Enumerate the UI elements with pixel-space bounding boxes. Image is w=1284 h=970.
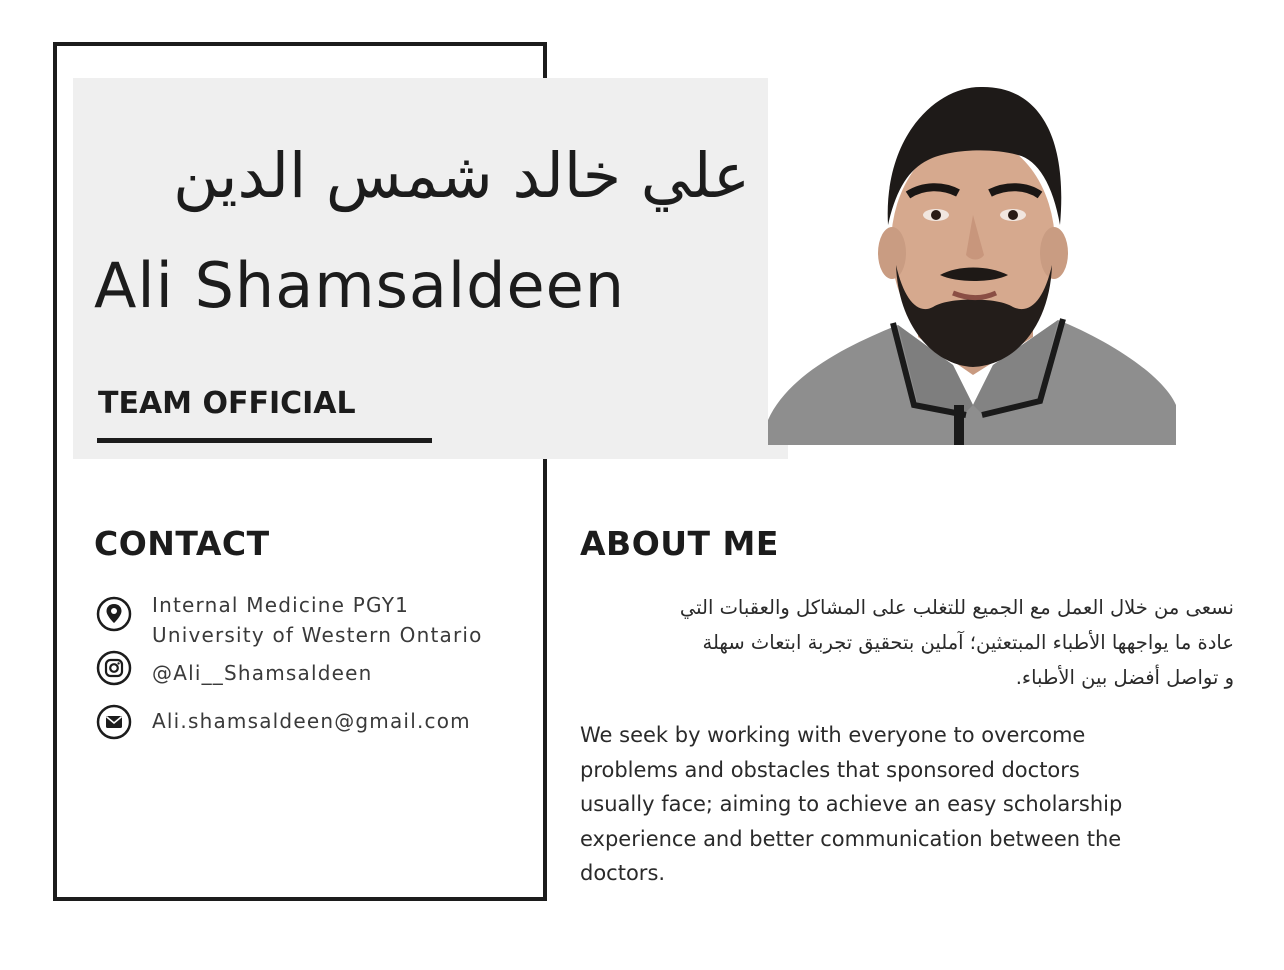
email-address[interactable]: Ali.shamsaldeen@gmail.com — [152, 709, 471, 733]
location-pin-icon — [96, 596, 132, 632]
profile-photo — [768, 75, 1176, 445]
instagram-icon — [96, 650, 132, 686]
about-arabic-line: و تواصل أفضل بين الأطباء. — [1015, 666, 1234, 689]
arabic-name: علي خالد شمس الدين — [173, 139, 750, 212]
about-arabic-line: عادة ما يواجهها الأطباء المبتعثين؛ آملين بتحقيق تجربة ابتعاث سهلة — [702, 631, 1234, 654]
about-arabic-line: نسعى من خلال العمل مع الجميع للتغلب على المشاكل والعقبات التي — [679, 596, 1234, 619]
role-title: TEAM OFFICIAL — [98, 386, 356, 421]
about-arabic-text — [580, 590, 1234, 695]
english-name: Ali Shamsaldeen — [94, 249, 626, 322]
about-english-line: usually face; aiming to achieve an easy scholarship — [580, 792, 1123, 816]
location-line-1: Internal Medicine PGY1 — [152, 593, 410, 617]
about-english-text — [580, 718, 1240, 891]
instagram-handle[interactable]: @Ali__Shamsaldeen — [152, 661, 373, 685]
about-english-line: We seek by working with everyone to overcome — [580, 723, 1086, 747]
about-heading: ABOUT ME — [580, 524, 779, 563]
contact-heading: CONTACT — [94, 524, 270, 563]
about-english-line: problems and obstacles that sponsored doctors — [580, 757, 1080, 782]
about-english-line: experience and better communication between the — [580, 826, 1122, 851]
location-line-2: University of Western Ontario — [152, 623, 483, 647]
role-underline — [97, 438, 432, 443]
about-english-line: doctors. — [580, 861, 666, 885]
envelope-icon — [96, 704, 132, 740]
